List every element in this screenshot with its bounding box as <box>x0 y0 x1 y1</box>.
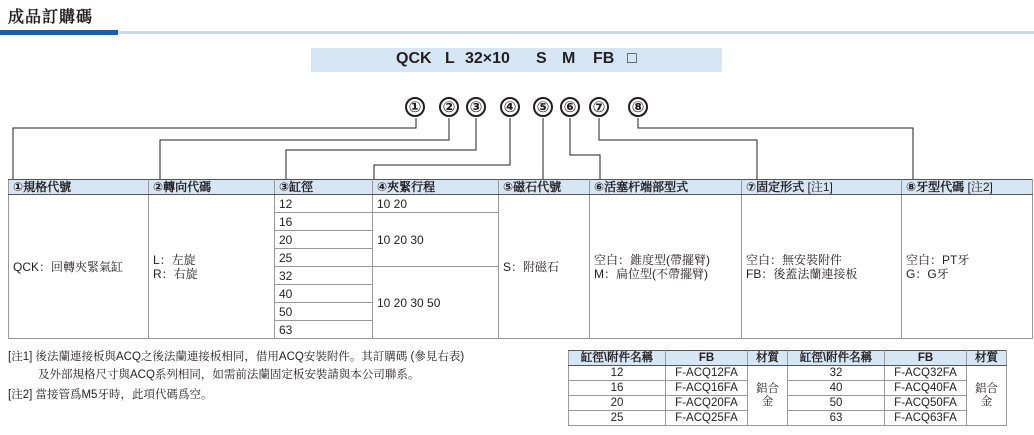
accessory-bore: 32 <box>788 366 885 381</box>
note-1-line-2: 及外部規格尺寸與ACQ系列相同，如需前法蘭固定板安裝請與本公司聯系。 <box>38 369 420 381</box>
rod-end-cell: 空白：錐度型(帶擺臂) M：扁位型(不帶擺臂) <box>590 195 742 339</box>
accessory-part-no: F-ACQ25FA <box>666 411 748 426</box>
accessory-bore: 20 <box>569 396 666 411</box>
table-header-row <box>9 180 1033 195</box>
thread-cell: 空白：PT牙 G：G牙 <box>902 195 1033 339</box>
header-rotation: ②轉向代碼 <box>149 180 275 195</box>
accessory-part-no: F-ACQ50FA <box>885 396 967 411</box>
spec-code-cell: QCK：回轉夾緊氣缸 <box>9 195 149 339</box>
accessory-header-material: 材質 <box>748 351 788 366</box>
accessory-bore: 25 <box>569 411 666 426</box>
accessory-part-no: F-ACQ16FA <box>666 381 748 396</box>
accessory-material: 鋁合金 <box>967 366 1007 426</box>
table-row <box>569 396 1007 411</box>
header-magnet: ⑤磁石代號 <box>499 180 590 195</box>
header-bore: ③缸徑 <box>275 180 373 195</box>
marker-5: ⑤ <box>533 97 553 117</box>
accessory-table <box>568 350 1007 426</box>
stroke-value: 10 20 <box>373 195 499 213</box>
marker-7: ⑦ <box>589 97 609 117</box>
table-row <box>569 366 1007 381</box>
page-title: 成品訂購碼 <box>8 9 94 26</box>
marker-1: ① <box>405 97 425 117</box>
accessory-header-row <box>569 351 1007 366</box>
bore-value: 32 <box>275 267 373 285</box>
stroke-value: 10 20 30 <box>373 213 499 267</box>
code-part-magnet: S <box>536 50 547 67</box>
marker-6: ⑥ <box>560 97 580 117</box>
accessory-part-no: F-ACQ63FA <box>885 411 967 426</box>
code-part-mounting: FB <box>593 50 615 67</box>
header-stroke: ④夾緊行程 <box>373 180 499 195</box>
accessory-header-material: 材質 <box>967 351 1007 366</box>
header-spec-code: ①規格代號 <box>9 180 149 195</box>
marker-2: ② <box>439 97 459 117</box>
order-code-table <box>8 179 1033 339</box>
mounting-cell: 空白：無安裝附件 FB：後蓋法蘭連接板 <box>742 195 902 339</box>
connector-lines <box>0 0 1034 180</box>
accessory-part-no: F-ACQ20FA <box>666 396 748 411</box>
table-row <box>9 195 1033 213</box>
accessory-bore: 40 <box>788 381 885 396</box>
table-row <box>569 411 1007 426</box>
note-2: [注2] 當接管爲M5牙時，此項代碼爲空。 <box>8 389 213 401</box>
note-1-line-1: [注1] 後法蘭連接板與ACQ之後法蘭連接板相同，借用ACQ安裝附件。其訂購碼 (參見右表) <box>8 351 465 363</box>
code-part-thread: □ <box>627 50 637 67</box>
accessory-bore: 12 <box>569 366 666 381</box>
bore-value: 50 <box>275 303 373 321</box>
accessory-bore: 63 <box>788 411 885 426</box>
accessory-part-no: F-ACQ40FA <box>885 381 967 396</box>
accessory-bore: 16 <box>569 381 666 396</box>
header-rod-end: ⑥活塞杆端部型式 <box>590 180 742 195</box>
bore-value: 25 <box>275 249 373 267</box>
accessory-header-bore: 缸徑\附件名稱 <box>788 351 885 366</box>
accessory-part-no: F-ACQ12FA <box>666 366 748 381</box>
accessory-bore: 50 <box>788 396 885 411</box>
marker-8: ⑧ <box>628 97 648 117</box>
code-part-bore-stroke: 32×10 <box>465 50 510 67</box>
bore-value: 16 <box>275 213 373 231</box>
rotation-cell: L：左旋 R：右旋 <box>149 195 275 339</box>
code-part-rod-end: M <box>562 50 576 67</box>
accessory-header-bore: 缸徑\附件名稱 <box>569 351 666 366</box>
bore-value: 12 <box>275 195 373 213</box>
bore-value: 20 <box>275 231 373 249</box>
bore-value: 40 <box>275 285 373 303</box>
code-part-model: QCK <box>396 50 432 67</box>
marker-4: ④ <box>500 97 520 117</box>
magnet-cell: S：附磁石 <box>499 195 590 339</box>
bore-value: 63 <box>275 321 373 339</box>
accessory-material: 鋁合金 <box>748 366 788 426</box>
code-part-rotation: L <box>445 50 455 67</box>
accessory-part-no: F-ACQ32FA <box>885 366 967 381</box>
marker-3: ③ <box>466 97 486 117</box>
stroke-value: 10 20 30 50 <box>373 267 499 339</box>
header-mounting: ⑦固定形式 [注1] <box>742 180 902 195</box>
accessory-header-fb: FB <box>885 351 967 366</box>
header-thread: ⑧牙型代碼 [注2] <box>902 180 1033 195</box>
accessory-header-fb: FB <box>666 351 748 366</box>
table-row <box>569 381 1007 396</box>
